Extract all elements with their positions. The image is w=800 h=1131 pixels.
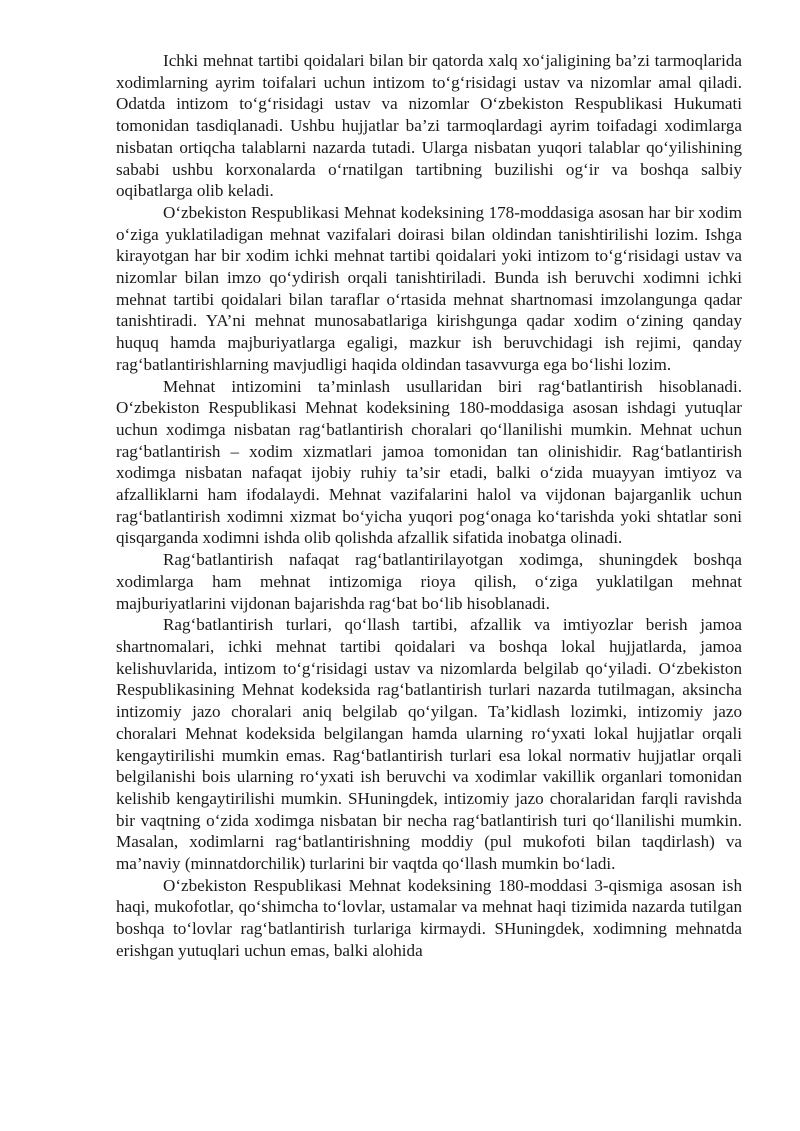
paragraph: Rag‘batlantirish nafaqat rag‘batlantirilayotgan xodimga, shuningdek boshqa xodimlarga ham mehnat intizomiga rioya qilish, o‘ziga yuklatilgan mehnat majburiyatlarini vijdonan bajarishda rag‘bat bo‘lib hisoblanadi. [116,550,742,613]
paragraph: O‘zbekiston Respublikasi Mehnat kodeksining 178-moddasiga asosan har bir xodim o‘ziga yuklatiladigan mehnat vazifalari doirasi bilan oldindan tanishtirilishi lozim. Ishga kirayotgan har bir xodim ichki mehnat tartibi qoidalari yoki intizom to‘g‘risidagi ustav va nizomlar bilan imzo qo‘ydirish orqali tanishtiriladi. Bunda ish beruvchi xodimni ichki mehnat tartibi qoidalari bilan taraflar o‘rtasida mehnat shartnomasi imzolangunga qadar tanishtiradi. YA’ni mehnat munosabatlariga kirishgunga qadar xodim o‘zining qanday huquq hamda majburiyatlarga egaligi, mazkur ish beruvchidagi ish rejimi, qanday rag‘batlantirishlarning mavjudligi haqida oldindan tasavvurga ega bo‘lishi lozim. [116,202,742,374]
document-page [116,50,742,962]
paragraph: Rag‘batlantirish turlari, qo‘llash tartibi, afzallik va imtiyozlar berish jamoa shartnomalari, ichki mehnat tartibi qoidalari va boshqa lokal hujjatlarda, jamoa kelishuvlarida, intizom to‘g‘risidagi ustav va nizomlarda belgilab qo‘yiladi. O‘zbekiston Respublikasining Mehnat kodeksida rag‘batlantirish turlari nazarda tutilmagan, aksincha intizomiy jazo choralari aniq belgilab qo‘yilgan. Ta’kidlash lozimki, intizomiy jazo choralari Mehnat kodeksida belgilangan hamda ularning ro‘yxati lokal hujjatlar orqali kengaytirilishi mumkin emas. Rag‘batlantirish turlari esa lokal normativ hujjatlar orqali belgilanishi bois ularning ro‘yxati ish beruvchi va xodimlar vakillik organlari tomonidan kelishib kengaytirilishi mumkin. SHuningdek, intizomiy jazo choralaridan farqli ravishda bir vaqtning o‘zida xodimga nisbatan bir necha rag‘batlantirish turi qo‘llanilishi mumkin. Masalan, xodimlarni rag‘batlantirishning moddiy (pul mukofoti bilan taqdirlash) va ma’naviy (minnatdorchilik) turlarini bir vaqtda qo‘llash mumkin bo‘ladi. [116,615,742,874]
paragraph: Mehnat intizomini ta’minlash usullaridan biri rag‘batlantirish hisoblanadi. O‘zbekiston Respublikasi Mehnat kodeksining 180-moddasiga asosan ishdagi yutuqlar uchun xodimga nisbatan rag‘batlantirish choralari qo‘llanilishi mumkin. Mehnat uchun rag‘batlantirish – xodim xizmatlari jamoa tomonidan tan olinishidir. Rag‘batlantirish xodimga nisbatan nafaqat ijobiy ruhiy ta’sir etadi, balki o‘zida muayyan imtiyoz va afzalliklarni ham ifodalaydi. Mehnat vazifalarini halol va vijdonan bajarganlik uchun rag‘batlantirish xodimni xizmat bo‘yicha yuqori pog‘onaga ko‘tarishda yoki shtatlar soni qisqarganda xodimni ishda olib qolishda afzallik sifatida inobatga olinadi. [116,376,742,548]
paragraph: Ichki mehnat tartibi qoidalari bilan bir qatorda xalq xo‘jaligining ba’zi tarmoqlarida xodimlarning ayrim toifalari uchun intizom to‘g‘risidagi ustav va nizomlar amal qiladi. Odatda intizom to‘g‘risidagi ustav va nizomlar O‘zbekiston Respublikasi Hukumati tomonidan tasdiqlanadi. Ushbu hujjatlar ba’zi tarmoqlardagi ayrim toifadagi xodimlarga nisbatan ortiqcha talablarni nazarda tutadi. Ularga nisbatan yuqori talablar qo‘yilishining sababi ushbu korxonalarda o‘rnatilgan tartibning buzilishi og‘ir va boshqa salbiy oqibatlarga olib keladi. [116,51,742,201]
paragraph: O‘zbekiston Respublikasi Mehnat kodeksining 180-moddasi 3-qismiga asosan ish haqi, mukofotlar, qo‘shimcha to‘lovlar, ustamalar va mehnat haqi tizimida nazarda tutilgan boshqa to‘lovlar rag‘batlantirish turlariga kirmaydi. SHuningdek, xodimning mehnatda erishgan yutuqlari uchun emas, balki alohida [116,875,742,960]
